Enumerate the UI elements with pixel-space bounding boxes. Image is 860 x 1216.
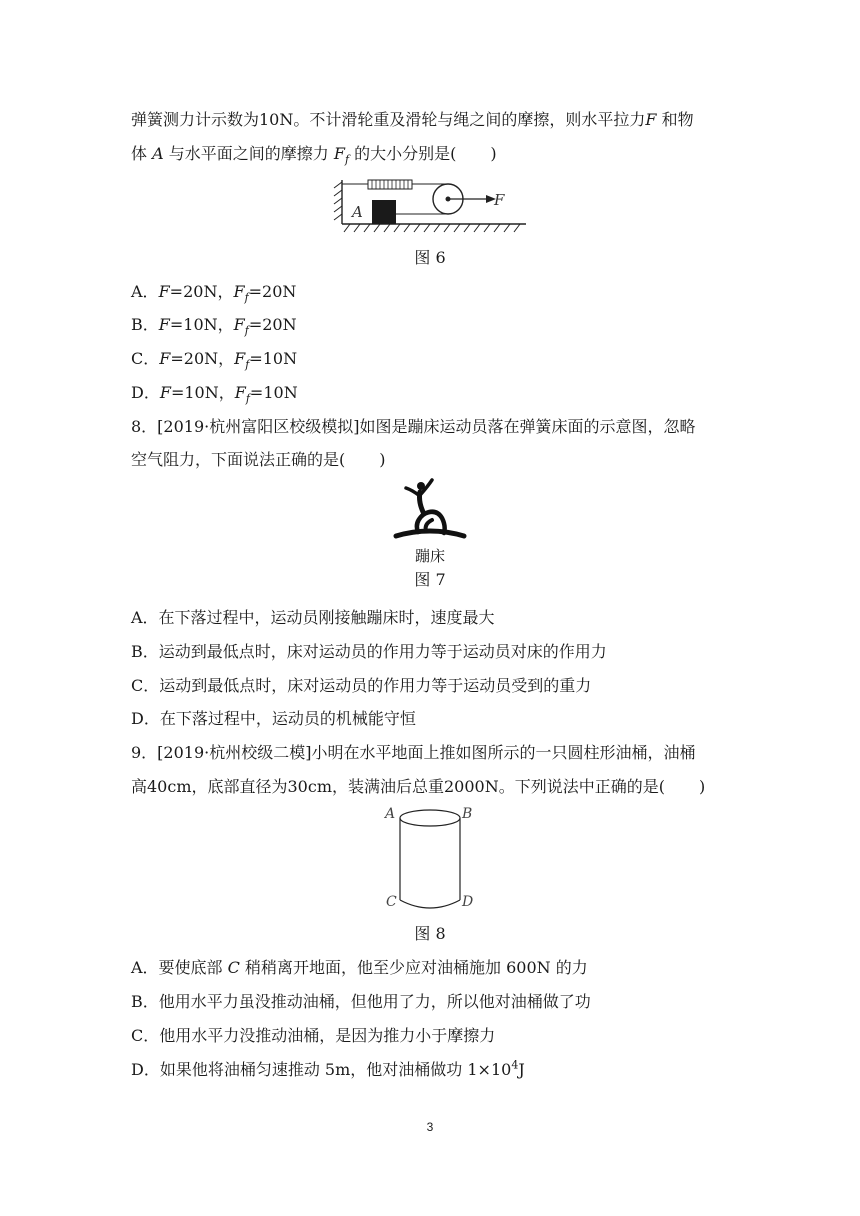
q7-option-b: B．F=10N，$F_f=20N$	[131, 315, 297, 338]
q7-option-d: D．F=10N，$F_f=10N$	[131, 383, 298, 406]
figure-6-label-a: A	[352, 203, 363, 221]
figure-8-label-c: C	[386, 894, 397, 910]
q8-stem-line1: 8．[2019·杭州富阳区校级模拟]如图是蹦床运动员落在弹簧床面的示意图，忽略	[131, 417, 696, 436]
q9-stem-line2: 高40cm，底部直径为30cm，装满油后总重2000N。下列说法中正确的是( )	[131, 777, 706, 796]
q9-option-c: C．他用水平力没推动油桶，是因为推力小于摩擦力	[131, 1026, 496, 1045]
figure-6-pulley-diagram	[330, 172, 530, 234]
q8-option-d: D．在下落过程中，运动员的机械能守恒	[131, 709, 416, 728]
figure-8-label-a: A	[385, 806, 396, 822]
q9-stem-line1: 9．[2019·杭州校级二模]小明在水平地面上推如图所示的一只圆柱形油桶，油桶	[131, 743, 696, 762]
q8-stem-line2: 空气阻力，下面说法正确的是( )	[131, 450, 386, 469]
page-number: 3	[426, 1120, 434, 1134]
q8-option-c: C．运动到最低点时，床对运动员的作用力等于运动员受到的重力	[131, 676, 592, 695]
q7-stem-line1: 弹簧测力计示数为10N。不计滑轮重及滑轮与绳之间的摩擦，则水平拉力F 和物	[131, 110, 694, 129]
figure-8-label-b: B	[462, 806, 473, 822]
figure-8-caption: 图 8	[414, 924, 446, 943]
figure-8-label-d: D	[462, 894, 474, 910]
figure-7-trampoline-diagram	[390, 478, 470, 548]
q7-option-c: C．F=20N，$F_f=10N$	[131, 349, 298, 372]
figure-6-label-f: F	[494, 191, 505, 209]
q8-option-b: B．运动到最低点时，床对运动员的作用力等于运动员对床的作用力	[131, 642, 607, 661]
q9-option-d: D．如果他将油桶匀速推动 5m，他对油桶做功 $1\times 10^4J$	[131, 1058, 525, 1079]
q7-option-a: A．F=20N，$F_f=20N$	[131, 282, 297, 305]
q9-option-a: A．要使底部 C 稍稍离开地面，他至少应对油桶施加 600N 的力	[131, 958, 588, 977]
q8-option-a: A．在下落过程中，运动员刚接触蹦床时，速度最大	[131, 608, 495, 627]
figure-8-cylinder-diagram	[380, 802, 480, 918]
figure-7-label: 蹦床	[414, 547, 445, 565]
q7-stem-line2: 体 A 与水平面之间的摩擦力 $F_f$ 的大小分别是( )	[131, 144, 497, 167]
q9-option-b: B．他用水平力虽没推动油桶，但他用了力，所以他对油桶做了功	[131, 992, 591, 1011]
figure-6-caption: 图 6	[414, 248, 446, 267]
figure-7-caption: 图 7	[414, 570, 446, 589]
